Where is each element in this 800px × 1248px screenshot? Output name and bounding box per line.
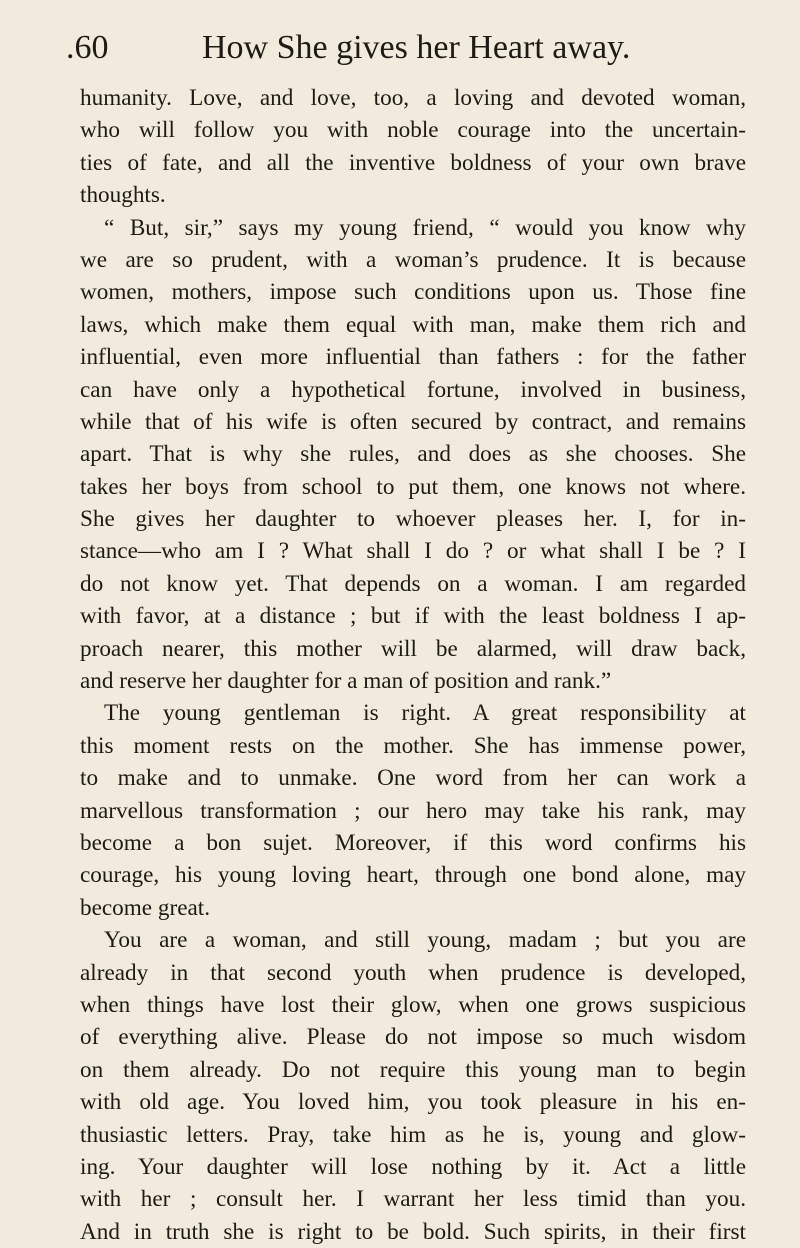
text-line: She gives her daughter to whoever pleases her. I, for in- [80, 506, 746, 533]
text-line: courage, his young loving heart, through one bond alone, may [80, 862, 746, 889]
text-line: with old age. You loved him, you took pleasure in his en- [80, 1089, 746, 1116]
text-line: become great. [80, 894, 211, 921]
text-line: when things have lost their glow, when one grows suspicious [80, 991, 746, 1018]
text-line: The young gentleman is right. A great responsibility at [104, 700, 746, 727]
text-line: thoughts. [80, 182, 166, 209]
text-line: with favor, at a distance ; but if with the least boldness I ap- [80, 603, 746, 630]
text-line: women, mothers, impose such conditions upon us. Those fine [80, 279, 746, 306]
text-line: this moment rests on the mother. She has immense power, [80, 732, 746, 759]
text-line: You are a woman, and still young, madam ; but you are [104, 927, 746, 954]
text-line: of everything alive. Please do not impose so much wisdom [80, 1024, 746, 1051]
text-line: become a bon sujet. Moreover, if this word confirms his [80, 829, 746, 856]
text-line: while that of his wife is often secured by contract, and remains [80, 408, 746, 435]
text-line: can have only a hypothetical fortune, involved in business, [80, 376, 746, 403]
text-line: already in that second youth when prudence is developed, [80, 959, 746, 986]
text-line: ing. Your daughter will lose nothing by it. Act a little [80, 1153, 746, 1180]
text-line: stance—who am I ? What shall I do ? or what shall I be ? I [80, 538, 746, 565]
text-line: with her ; consult her. I warrant her less timid than you. [80, 1186, 746, 1213]
page-number: .60 [66, 29, 109, 66]
text-line: takes her boys from school to put them, one knows not where. [80, 473, 746, 500]
text-line: proach nearer, this mother will be alarmed, will draw back, [80, 635, 746, 662]
text-line: we are so prudent, with a woman’s prudence. It is because [80, 246, 746, 273]
text-line: humanity. Love, and love, too, a loving and devoted woman, [80, 85, 746, 111]
text-line: laws, which make them equal with man, make them rich and [80, 311, 746, 338]
text-line: on them already. Do not require this young man to begin [80, 1056, 746, 1083]
body-text [80, 82, 746, 1248]
text-line: apart. That is why she rules, and does as she chooses. She [80, 441, 746, 468]
page-header [66, 22, 746, 74]
text-line: to make and to unmake. One word from her can work a [80, 765, 746, 792]
text-line: ties of fate, and all the inventive boldness of your own brave [80, 149, 746, 176]
text-line: “ But, sir,” says my young friend, “ would you know why [104, 214, 746, 241]
text-line: influential, even more influential than fathers : for the father [80, 344, 746, 371]
text-line: do not know yet. That depends on a woman. I am regarded [80, 570, 746, 597]
text-line: who will follow you with noble courage into the uncertain- [80, 117, 746, 144]
text-line: marvellous transformation ; our hero may take his rank, may [80, 797, 746, 824]
text-line: And in truth she is right to be bold. Such spirits, in their first [80, 1218, 746, 1245]
text-line: thusiastic letters. Pray, take him as he is, young and glow- [80, 1121, 746, 1148]
running-title: How She gives her Heart away. [202, 29, 631, 66]
text-line: and reserve her daughter for a man of position and rank.” [80, 668, 612, 695]
